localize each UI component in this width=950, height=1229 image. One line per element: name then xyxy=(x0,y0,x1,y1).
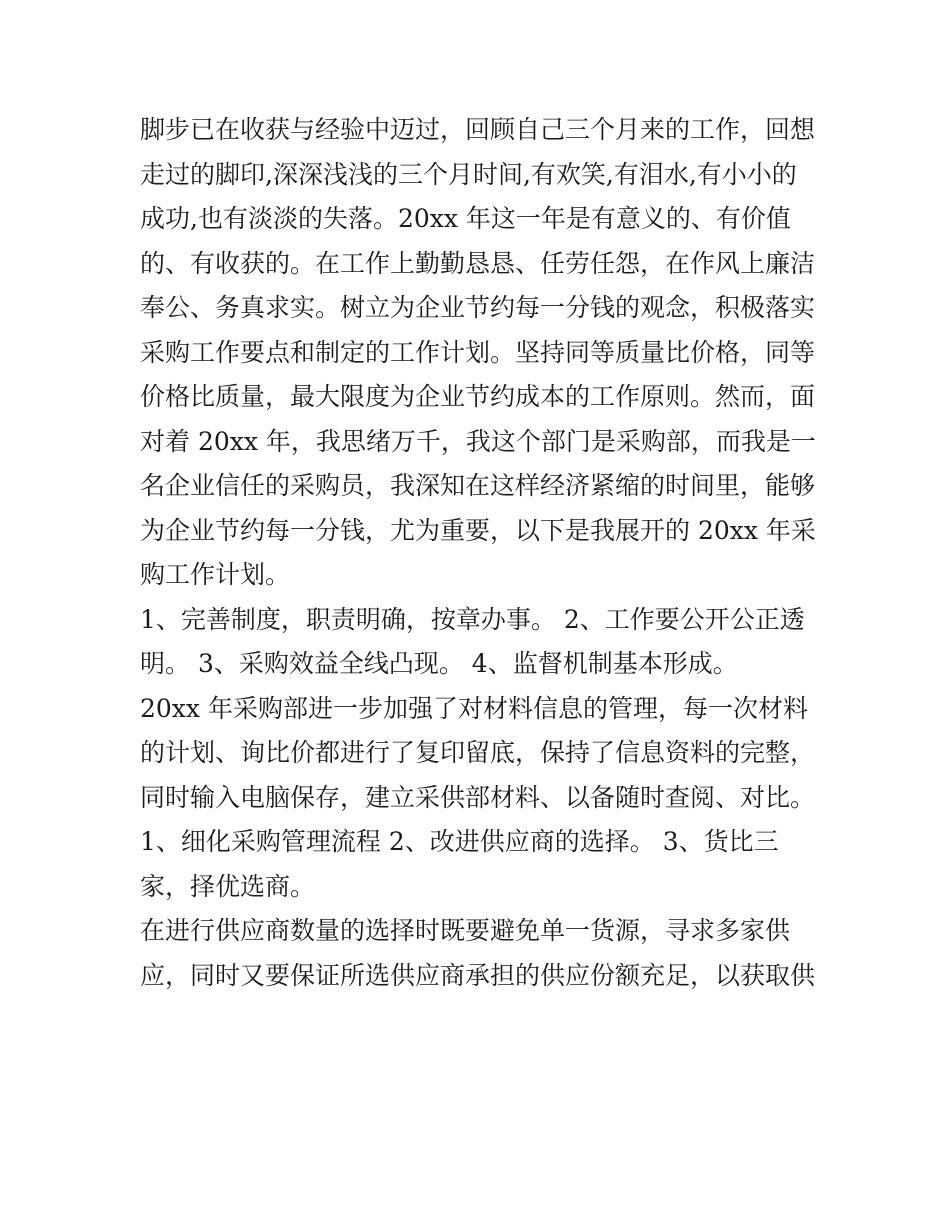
document-page xyxy=(140,108,816,998)
paragraph-info-management: 20xx 年采购部进一步加强了对材料信息的管理，每一次材料的计划、询比价都进行了复印留底，保持了信息资料的完整，同时输入电脑保存，建立采供部材料、以备随时查阅、对比。 xyxy=(140,693,816,812)
paragraph-procurement-steps: 1、细化采购管理流程 2、改进供应商的选择。 3、货比三家，择优选商。 xyxy=(140,827,779,901)
paragraph-intro: 脚步已在收获与经验中迈过，回顾自己三个月来的工作，回想走过的脚印,深深浅浅的三个月时间,有欢笑,有泪水,有小小的成功,也有淡淡的失落。20xx 年这一年是有意义的、有价值的、有收获的。在工作上勤勤恳恳、任劳任怨，在作风上廉洁奉公、务真求实。树立为企业节约每一分钱的观念，积极落实采购工作要点和制定的工作计划。坚持同等质量比价格，同等价格比质量，最大限度为企业节约成本的工作原则。然而，面对着 20xx 年，我思绪万千，我这个部门是采购部，而我是一名企业信任的采购员，我深知在这样经济紧缩的时间里，能够为企业节约每一分钱，尤为重要，以下是我展开的 20xx 年采购工作计划。 xyxy=(140,115,816,589)
paragraph-goals: 1、完善制度，职责明确，按章办事。 2、工作要公开公正透明。 3、采购效益全线凸现。 4、监督机制基本形成。 xyxy=(140,604,805,678)
paragraph-supplier-selection: 在进行供应商数量的选择时既要避免单一货源，寻求多家供应，同时又要保证所选供应商承担的供应份额充足，以获取供 xyxy=(140,916,816,990)
